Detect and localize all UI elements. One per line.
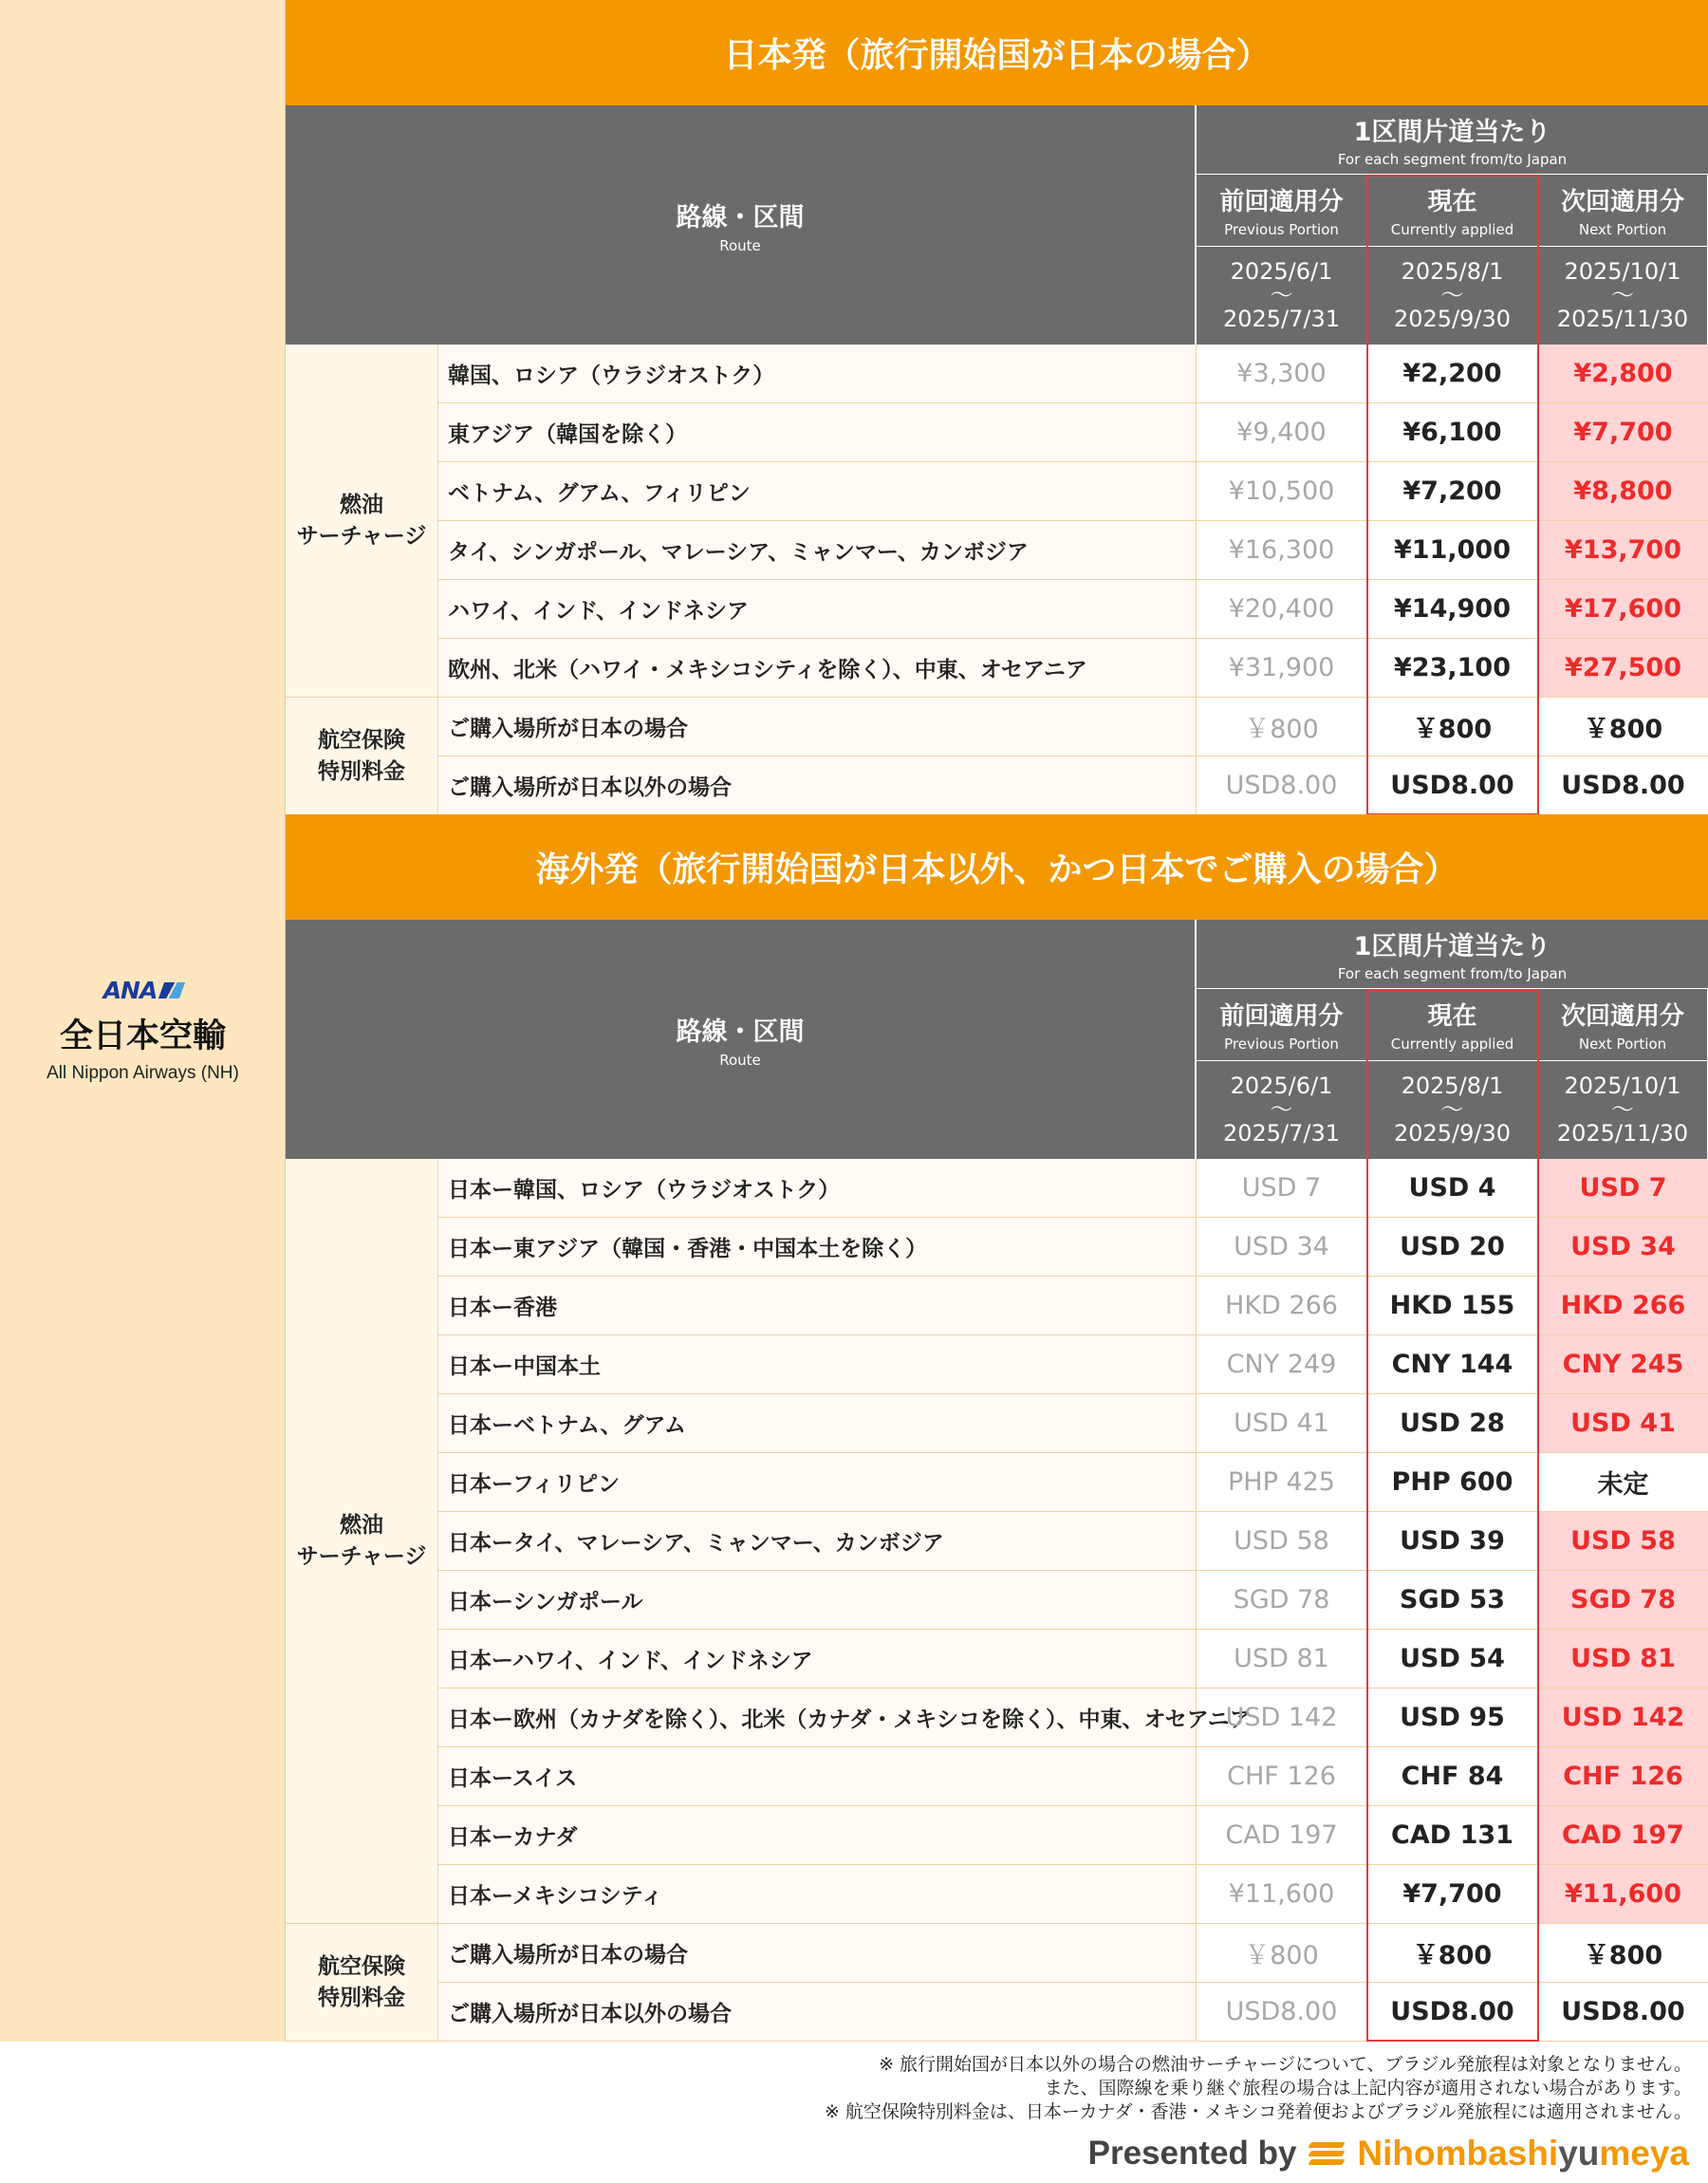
- next-value: ￥800: [1583, 1941, 1663, 1970]
- current-value: ￥800: [1367, 1924, 1538, 1982]
- current-column-header: [1367, 989, 1538, 1061]
- next-value: ¥7,700: [1538, 403, 1708, 461]
- current-header-en: Currently applied: [1390, 1036, 1514, 1053]
- previous-period: [1197, 1061, 1367, 1159]
- airline-name-en: All Nippon Airways (NH): [46, 1062, 239, 1083]
- route-cell: ベトナム、グアム、フィリピン: [439, 462, 1197, 520]
- period-end: 2025/7/31: [1222, 306, 1341, 333]
- airline-block: [0, 973, 286, 1087]
- route-cell: ハワイ、インド、インドネシア: [439, 580, 1197, 638]
- route-cell: 日本ーハワイ、インド、インドネシア: [439, 1630, 1197, 1688]
- previous-value: CHF 126: [1197, 1747, 1367, 1805]
- table-row: [286, 1159, 1708, 1218]
- route-cell: 東アジア（韓国を除く）: [439, 403, 1197, 461]
- period-start: 2025/10/1: [1564, 257, 1681, 285]
- next-value: CNY 245: [1538, 1335, 1708, 1393]
- segment-header-ja: 1区間片道当たり: [1353, 118, 1551, 147]
- route-cell: 日本ーシンガポール: [439, 1571, 1197, 1629]
- brand-name-main: Nihombashi: [1357, 2134, 1559, 2173]
- table-row: [286, 1277, 1708, 1335]
- route-cell: 日本ー中国本土: [439, 1335, 1197, 1393]
- period-start: 2025/6/1: [1230, 257, 1333, 285]
- next-value: USD8.00: [1561, 1997, 1685, 2026]
- row-group-label-line: 航空保険: [318, 1954, 405, 1980]
- table-row: [286, 403, 1708, 462]
- current-value: PHP 600: [1367, 1453, 1538, 1511]
- ana-logo-mark-icon: [158, 982, 185, 998]
- brand-name-end: meya: [1599, 2134, 1689, 2173]
- previous-header-ja: 前回適用分: [1219, 1002, 1344, 1031]
- row-group-label-line: 燃油: [340, 1513, 383, 1539]
- previous-value: HKD 266: [1197, 1277, 1367, 1334]
- previous-column-header: [1197, 989, 1367, 1061]
- next-value: USD8.00: [1561, 771, 1685, 800]
- period-start: 2025/6/1: [1230, 1072, 1333, 1099]
- current-value: USD8.00: [1367, 1983, 1538, 2041]
- period-separator: 〜: [1611, 281, 1634, 308]
- next-value: ¥8,800: [1538, 462, 1708, 520]
- next-value: ¥11,600: [1538, 1865, 1708, 1923]
- footnote-line: ※ 旅行開始国が日本以外の場合の燃油サーチャージについて、ブラジル発旅程は対象となりません。: [879, 2054, 1692, 2075]
- table-row: [286, 1394, 1708, 1453]
- segment-header: [1197, 105, 1708, 175]
- previous-value: USD 81: [1197, 1630, 1367, 1688]
- current-value: ¥14,900: [1367, 580, 1538, 638]
- current-value: CAD 131: [1367, 1806, 1538, 1864]
- previous-value: ¥11,600: [1197, 1865, 1367, 1923]
- previous-header-en: Previous Portion: [1224, 1036, 1339, 1053]
- table-row: [286, 1571, 1708, 1630]
- row-group-label: [286, 698, 438, 815]
- next-value: CHF 126: [1538, 1747, 1708, 1805]
- period-end: 2025/9/30: [1393, 1120, 1512, 1147]
- segment-header-en: For each segment from/to Japan: [1337, 151, 1568, 168]
- brand-stripes-icon: [1309, 2140, 1344, 2167]
- period-separator: 〜: [1440, 281, 1464, 308]
- period-start: 2025/8/1: [1401, 1072, 1504, 1099]
- table-row: [286, 698, 1708, 756]
- previous-value: USD8.00: [1197, 1983, 1367, 2041]
- table-row: [286, 1335, 1708, 1394]
- current-value: CNY 144: [1367, 1335, 1538, 1393]
- current-value: ¥6,100: [1367, 403, 1538, 461]
- route-cell: 韓国、ロシア（ウラジオストク）: [439, 345, 1197, 402]
- current-value: USD 28: [1367, 1394, 1538, 1452]
- next-value: USD 142: [1538, 1689, 1708, 1746]
- previous-value: USD 142: [1197, 1689, 1367, 1746]
- route-cell: 日本ー欧州（カナダを除く）、北米（カナダ・メキシコを除く）、中東、オセアニア: [439, 1689, 1197, 1746]
- next-value: HKD 266: [1538, 1277, 1708, 1334]
- table-row: [286, 1924, 1708, 1983]
- route-column-header: [286, 920, 1196, 1159]
- segment-header-ja: 1区間片道当たり: [1353, 932, 1551, 961]
- table-row: [286, 1865, 1708, 1924]
- ana-logo-text: ANA: [102, 976, 158, 1004]
- route-cell: ご購入場所が日本の場合: [439, 1924, 1197, 1982]
- previous-value: SGD 78: [1197, 1571, 1367, 1629]
- next-value: USD 58: [1538, 1512, 1708, 1570]
- route-column-header: [286, 105, 1196, 345]
- next-value: SGD 78: [1538, 1571, 1708, 1629]
- previous-value: USD 34: [1197, 1218, 1367, 1276]
- previous-value: PHP 425: [1197, 1453, 1367, 1511]
- row-group-label-line: サーチャージ: [296, 1543, 427, 1569]
- route-header-ja: 路線・区間: [676, 1017, 805, 1047]
- table-row: [286, 1630, 1708, 1689]
- period-end: 2025/11/30: [1556, 1120, 1689, 1147]
- period-end: 2025/11/30: [1556, 306, 1689, 333]
- route-cell: 日本ー韓国、ロシア（ウラジオストク）: [439, 1159, 1197, 1217]
- current-value: USD 54: [1367, 1630, 1538, 1688]
- next-value: ¥27,500: [1538, 639, 1708, 697]
- footnote-line: また、国際線を乗り継ぐ旅程の場合は上記内容が適用されない場合があります。: [1044, 2078, 1692, 2099]
- table-row: [286, 639, 1708, 698]
- row-group-label: [286, 1159, 438, 1924]
- airline-name-ja: 全日本空輸: [59, 1017, 226, 1055]
- table-row: [286, 345, 1708, 403]
- next-period: [1538, 247, 1708, 345]
- next-value: ¥2,800: [1538, 345, 1708, 402]
- current-column-header: [1367, 175, 1538, 247]
- route-cell: 日本ーフィリピン: [439, 1453, 1197, 1511]
- current-value: USD 39: [1367, 1512, 1538, 1570]
- period-separator: 〜: [1440, 1095, 1464, 1123]
- route-cell: 日本ーメキシコシティ: [439, 1865, 1197, 1923]
- previous-value: ￥800: [1197, 1924, 1367, 1982]
- route-cell: 日本ータイ、マレーシア、ミャンマー、カンボジア: [439, 1512, 1197, 1570]
- route-cell: ご購入場所が日本以外の場合: [439, 756, 1197, 814]
- current-period: [1367, 1061, 1538, 1159]
- period-end: 2025/7/31: [1222, 1120, 1341, 1147]
- table-row: [286, 1453, 1708, 1512]
- previous-value: CAD 197: [1197, 1806, 1367, 1864]
- route-cell: 日本ーカナダ: [439, 1806, 1197, 1864]
- presented-by-footer: [1088, 2129, 1689, 2178]
- previous-value: USD 58: [1197, 1512, 1367, 1570]
- presented-by-label: Presented by: [1087, 2135, 1297, 2172]
- table-row: [286, 1983, 1708, 2042]
- table-row: [286, 756, 1708, 815]
- table-row: [286, 580, 1708, 639]
- previous-value: ¥9,400: [1197, 403, 1367, 461]
- section-banner: 海外発（旅行開始国が日本以外、かつ日本でご購入の場合）: [286, 814, 1708, 920]
- ana-logo: [103, 977, 183, 1004]
- previous-value: USD8.00: [1197, 756, 1367, 814]
- next-value: 未定: [1597, 1470, 1649, 1500]
- table-row: [286, 462, 1708, 521]
- next-value: CAD 197: [1538, 1806, 1708, 1864]
- route-header-en: Route: [719, 236, 761, 254]
- period-separator: 〜: [1611, 1095, 1634, 1123]
- next-value: ¥13,700: [1538, 521, 1708, 579]
- brand-name: [1357, 2134, 1689, 2174]
- route-cell: ご購入場所が日本の場合: [439, 698, 1197, 756]
- current-value: ¥7,700: [1367, 1865, 1538, 1923]
- current-value: HKD 155: [1367, 1277, 1538, 1334]
- next-value: ￥800: [1583, 715, 1663, 744]
- route-cell: 日本ー香港: [439, 1277, 1197, 1334]
- next-value: USD 41: [1538, 1394, 1708, 1452]
- current-header-ja: 現在: [1427, 1002, 1477, 1031]
- row-group-label-line: 航空保険: [318, 728, 405, 754]
- next-value: USD 7: [1538, 1159, 1708, 1217]
- current-value: USD 20: [1367, 1218, 1538, 1276]
- current-value: ¥11,000: [1367, 521, 1538, 579]
- previous-value: ¥16,300: [1197, 521, 1367, 579]
- next-value: USD 81: [1538, 1630, 1708, 1688]
- previous-value: ￥800: [1197, 698, 1367, 756]
- table-row: [286, 1218, 1708, 1277]
- previous-value: ¥20,400: [1197, 580, 1367, 638]
- current-value: ¥7,200: [1367, 462, 1538, 520]
- segment-header: [1197, 920, 1708, 989]
- current-header-en: Currently applied: [1390, 221, 1514, 238]
- route-cell: 欧州、北米（ハワイ・メキシコシティを除く）、中東、オセアニア: [439, 639, 1197, 697]
- row-group-label-line: 特別料金: [318, 758, 405, 784]
- row-group-label-line: 燃油: [340, 493, 383, 518]
- current-value: ¥23,100: [1367, 639, 1538, 697]
- row-group-label-line: サーチャージ: [296, 523, 427, 549]
- previous-value: ¥3,300: [1197, 345, 1367, 402]
- previous-value: CNY 249: [1197, 1335, 1367, 1393]
- route-cell: 日本ースイス: [439, 1747, 1197, 1805]
- route-cell: 日本ー東アジア（韓国・香港・中国本土を除く）: [439, 1218, 1197, 1276]
- next-header-ja: 次回適用分: [1560, 188, 1684, 216]
- segment-header-en: For each segment from/to Japan: [1337, 965, 1568, 982]
- current-header-ja: 現在: [1427, 188, 1477, 216]
- next-header-en: Next Portion: [1578, 1036, 1667, 1053]
- next-header-ja: 次回適用分: [1560, 1002, 1684, 1031]
- footnotes: [316, 2053, 1692, 2124]
- footnote-line: ※ 航空保険特別料金は、日本ーカナダ・香港・メキシコ発着便およびブラジル発旅程には適用されません。: [824, 2101, 1692, 2123]
- row-group-label: [286, 345, 438, 698]
- table-row: [286, 1806, 1708, 1865]
- period-start: 2025/10/1: [1564, 1072, 1681, 1099]
- table-row: [286, 521, 1708, 580]
- next-period: [1538, 1061, 1708, 1159]
- previous-value: USD 41: [1197, 1394, 1367, 1452]
- route-cell: 日本ーベトナム、グアム: [439, 1394, 1197, 1452]
- period-separator: 〜: [1270, 281, 1293, 308]
- previous-value: ¥10,500: [1197, 462, 1367, 520]
- previous-column-header: [1197, 175, 1367, 247]
- current-period: [1367, 247, 1538, 345]
- previous-period: [1197, 247, 1367, 345]
- row-group-label-line: 特別料金: [318, 1985, 405, 2010]
- row-group-label: [286, 1924, 438, 2042]
- current-value: SGD 53: [1367, 1571, 1538, 1629]
- next-value: ¥17,600: [1538, 580, 1708, 638]
- previous-value: ¥31,900: [1197, 639, 1367, 697]
- current-value: CHF 84: [1367, 1747, 1538, 1805]
- table-row: [286, 1512, 1708, 1571]
- current-value: ¥2,200: [1367, 345, 1538, 402]
- period-start: 2025/8/1: [1401, 257, 1504, 285]
- section-banner: 日本発（旅行開始国が日本の場合）: [286, 0, 1708, 105]
- route-cell: ご購入場所が日本以外の場合: [439, 1983, 1197, 2041]
- current-value: USD 95: [1367, 1689, 1538, 1746]
- route-header-en: Route: [719, 1051, 761, 1069]
- current-value: USD8.00: [1367, 756, 1538, 814]
- previous-header-en: Previous Portion: [1224, 221, 1339, 238]
- table-row: [286, 1689, 1708, 1747]
- period-separator: 〜: [1270, 1095, 1293, 1123]
- route-header-ja: 路線・区間: [676, 202, 805, 233]
- previous-header-ja: 前回適用分: [1219, 188, 1344, 216]
- route-cell: タイ、シンガポール、マレーシア、ミャンマー、カンボジア: [439, 521, 1197, 579]
- period-end: 2025/9/30: [1393, 306, 1512, 333]
- current-value: USD 4: [1367, 1159, 1538, 1217]
- next-value: USD 34: [1538, 1218, 1708, 1276]
- current-value: ￥800: [1367, 698, 1538, 756]
- brand-name-dark: yu: [1558, 2134, 1600, 2173]
- next-column-header: [1538, 175, 1708, 247]
- next-column-header: [1538, 989, 1708, 1061]
- next-header-en: Next Portion: [1578, 221, 1667, 238]
- previous-value: USD 7: [1197, 1159, 1367, 1217]
- table-row: [286, 1747, 1708, 1806]
